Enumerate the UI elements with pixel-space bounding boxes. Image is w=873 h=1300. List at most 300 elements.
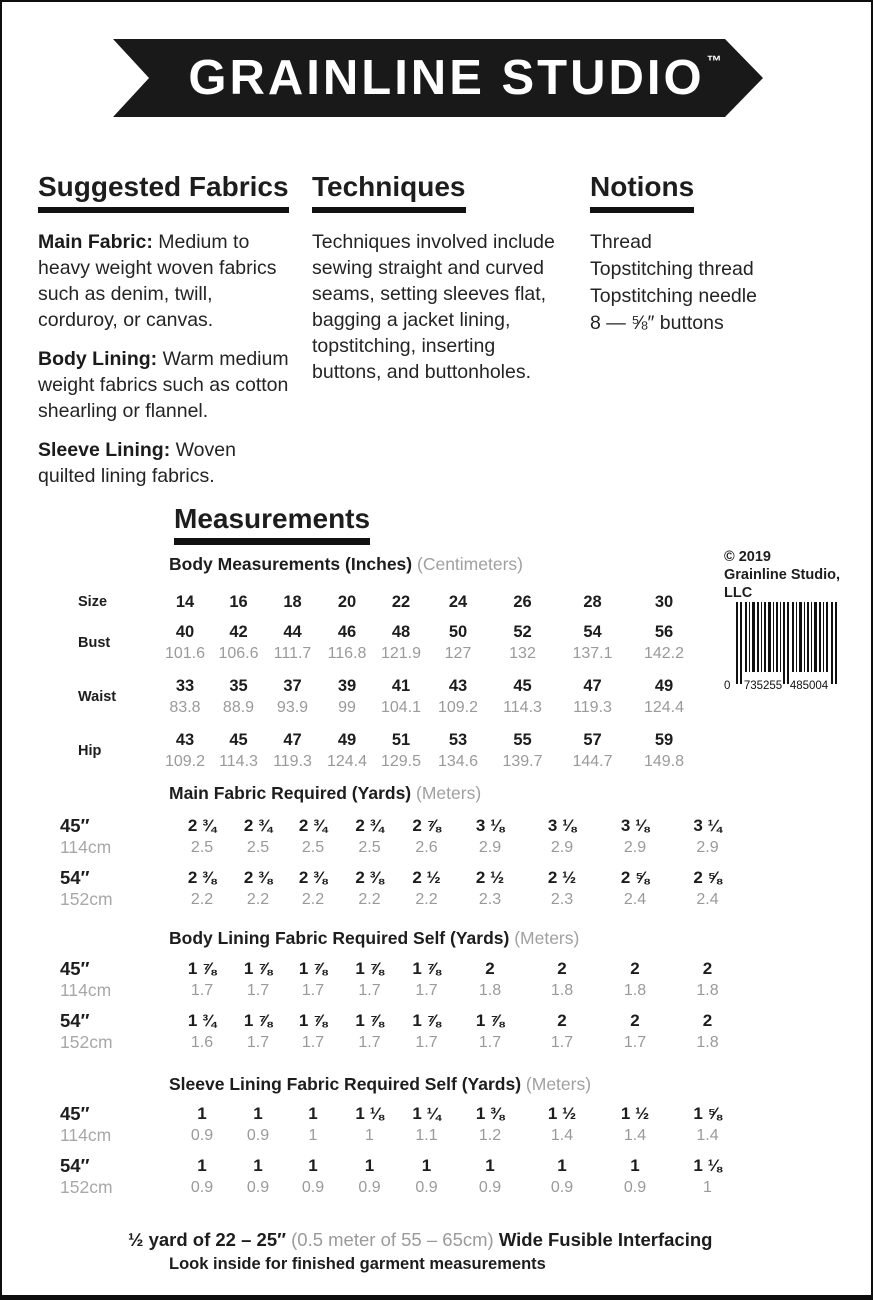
yards-value: 1 [197, 1104, 207, 1123]
inches-value: 50 [448, 623, 468, 641]
meters-value: 1 [308, 1127, 318, 1144]
meters-value: 1 [703, 1179, 712, 1196]
meters-value: 2.6 [415, 839, 438, 856]
width-cm: 152cm [60, 889, 113, 909]
cm-value: 104.1 [380, 699, 422, 716]
cm-value: 127 [444, 645, 472, 662]
meters-value: 2.5 [301, 839, 325, 856]
suggested-fabrics-section [38, 172, 294, 502]
fabric-cell [525, 815, 599, 858]
inches-value: 45 [229, 731, 248, 749]
meters-value: 1.4 [550, 1127, 574, 1144]
fabric-cell [455, 1010, 525, 1053]
meters-value: 0.9 [550, 1179, 574, 1196]
yards-value: 2 [630, 1011, 640, 1030]
yards-value: 2 ¾ [355, 816, 384, 835]
cm-value: 109.2 [164, 753, 206, 770]
fabric-cell [231, 1103, 285, 1146]
techniques-heading: Techniques [312, 172, 466, 213]
yards-value: 2 [557, 1011, 567, 1030]
yards-value: 3 ¼ [693, 816, 722, 835]
yards-value: 2 ¾ [243, 816, 273, 835]
cm-value: 144.7 [572, 753, 613, 770]
inches-value: 39 [337, 677, 357, 695]
measurement-cell [428, 730, 488, 772]
fabric-cell [285, 1010, 341, 1053]
measurement-cell [628, 730, 700, 772]
yards-value: 1 [630, 1156, 640, 1175]
size-value: 22 [391, 593, 411, 611]
meters-value: 0.9 [358, 1179, 381, 1196]
fabric-cell [671, 867, 744, 910]
measurement-cell [265, 676, 320, 718]
meters-value: 1.7 [358, 982, 381, 999]
heading-inches: Body Measurements (Inches) [169, 554, 413, 574]
barcode-prefix-digit: 0 [724, 680, 731, 692]
fabric-cell [341, 1155, 398, 1198]
measurement-cell [428, 676, 488, 718]
width-cm: 114cm [60, 837, 112, 857]
fabric-cell [398, 958, 455, 1001]
meters-value: 1.8 [478, 982, 502, 999]
yards-value: 2 ½ [412, 868, 441, 887]
suggested-fabrics-heading: Suggested Fabrics [38, 172, 289, 213]
measurements-title: Measurements [174, 504, 370, 545]
body-measurements-table [42, 622, 700, 784]
inches-value: 54 [583, 623, 602, 641]
fabric-cell [525, 1155, 599, 1198]
suggested-fabrics-body [38, 229, 294, 489]
fabric-paragraph-text: Medium to heavy weight woven fabrics such as denim, twill, corduroy, or canvas. [38, 231, 277, 332]
inches-value: 33 [175, 677, 195, 695]
interfacing-type: Wide Fusible Interfacing [498, 1229, 713, 1250]
yards-value: 1 ⅛ [693, 1156, 722, 1175]
inches-value: 53 [448, 731, 468, 749]
size-value: 30 [654, 593, 674, 611]
meters-value: 2.9 [696, 839, 719, 856]
width-inches: 45″ [60, 1103, 90, 1124]
yards-value: 1 ⅞ [475, 1011, 505, 1030]
meters-value: 0.9 [190, 1179, 214, 1196]
fabric-cell [599, 1155, 671, 1198]
brand-banner [113, 39, 763, 117]
heading-yards: Main Fabric Required (Yards) [169, 783, 412, 803]
fabric-cell [398, 867, 455, 910]
measurement-cell [212, 622, 265, 664]
meters-value: 2.2 [358, 891, 381, 908]
fabric-paragraph-label: Main Fabric: [38, 231, 159, 254]
inches-value: 42 [229, 623, 248, 641]
body-measurements-heading [169, 554, 523, 575]
fabric-cell [599, 1010, 671, 1053]
look-inside-note: Look inside for finished garment measurements [169, 1255, 546, 1273]
meters-value: 0.9 [246, 1127, 270, 1144]
yards-value: 2 ¾ [187, 816, 217, 835]
yards-value: 2 ⅝ [693, 868, 722, 887]
heading-yards: Sleeve Lining Fabric Required Self (Yards) [169, 1074, 522, 1094]
meters-value: 1.1 [415, 1127, 438, 1144]
interfacing-note [128, 1229, 712, 1251]
yards-value: 2 ⅝ [620, 868, 650, 887]
cm-value: 149.8 [643, 753, 685, 770]
meters-value: 0.9 [415, 1179, 438, 1196]
meters-value: 2.5 [190, 839, 214, 856]
fabric-cell [341, 958, 398, 1001]
meters-value: 1.4 [696, 1127, 719, 1144]
fabric-cell [341, 867, 398, 910]
heading-meters: (Meters) [416, 783, 482, 803]
yards-value: 2 ½ [547, 868, 577, 887]
meters-value: 2.5 [358, 839, 381, 856]
fabric-cell [455, 958, 525, 1001]
measurement-cell [265, 730, 320, 772]
yards-value: 1 [364, 1156, 375, 1175]
fabric-row [42, 958, 744, 1001]
size-value: 26 [513, 593, 532, 611]
yards-value: 1 ¼ [412, 1104, 441, 1123]
meters-value: 2.9 [623, 839, 647, 856]
measurement-row-label: Hip [78, 743, 102, 759]
fabric-cell [173, 815, 231, 858]
measurement-cell [557, 622, 628, 664]
yards-value: 1 ⅞ [412, 1011, 441, 1030]
yards-value: 2 ⅞ [412, 816, 441, 835]
fabric-paragraph-text: Warm medium weight fabrics such as cotton shearling or flannel. [38, 348, 289, 423]
meters-value: 1.8 [550, 982, 574, 999]
yards-value: 1 ½ [547, 1104, 577, 1123]
size-value: 24 [448, 593, 468, 611]
fabric-cell [285, 958, 341, 1001]
notion-item: Thread [590, 231, 652, 254]
inches-value: 45 [513, 677, 532, 695]
fabric-cell [525, 867, 599, 910]
main-fabric-table [42, 815, 744, 919]
inches-value: 47 [283, 731, 302, 749]
cm-value: 101.6 [164, 645, 206, 662]
fabric-cell [285, 867, 341, 910]
measurement-cell [428, 622, 488, 664]
fabric-cell [231, 815, 285, 858]
notion-item: Topstitching needle [590, 285, 757, 308]
barcode-right-digits: 485004 [789, 680, 829, 692]
width-cm: 114cm [60, 1125, 112, 1145]
meters-value: 1.7 [301, 1034, 325, 1051]
fabric-paragraph [38, 229, 294, 333]
fabric-paragraph-label: Body Lining: [38, 348, 163, 371]
meters-value: 2.5 [246, 839, 270, 856]
fabric-cell [231, 1155, 285, 1198]
meters-value: 1.2 [478, 1127, 502, 1144]
meters-value: 0.9 [301, 1179, 325, 1196]
inches-value: 49 [337, 731, 357, 749]
inches-value: 43 [175, 731, 195, 749]
fabric-cell [398, 1155, 455, 1198]
brand-logo [113, 39, 763, 117]
yards-value: 1 ⅞ [187, 959, 217, 978]
measurement-cell [488, 622, 557, 664]
yards-value: 1 ¾ [187, 1011, 217, 1030]
measurement-cell [320, 622, 374, 664]
cm-value: 116.8 [327, 645, 367, 662]
notion-item: 8 — ⅝″ buttons [590, 312, 724, 335]
fabric-row [42, 1010, 744, 1053]
yards-value: 1 [253, 1104, 263, 1123]
yards-value: 1 ⅞ [355, 959, 384, 978]
inches-value: 59 [654, 731, 674, 749]
cm-value: 114.3 [503, 699, 542, 716]
cm-value: 109.2 [437, 699, 479, 716]
fabric-cell [599, 1103, 671, 1146]
fabric-cell [671, 958, 744, 1001]
fabric-cell [671, 815, 744, 858]
yards-value: 2 [557, 959, 567, 978]
inches-value: 49 [654, 677, 674, 695]
fabric-cell [341, 1103, 398, 1146]
measurement-cell [488, 676, 557, 718]
width-inches: 54″ [60, 1010, 90, 1031]
inches-value: 44 [283, 623, 302, 641]
meters-value: 1 [365, 1127, 374, 1144]
meters-value: 1.7 [623, 1034, 647, 1051]
measurement-cell [320, 730, 374, 772]
fabric-cell [341, 815, 398, 858]
cm-value: 121.9 [380, 645, 422, 662]
cm-value: 114.3 [219, 753, 258, 770]
fabric-cell [231, 867, 285, 910]
measurement-cell [628, 676, 700, 718]
fabric-cell [599, 815, 671, 858]
heading-yards: Body Lining Fabric Required Self (Yards) [169, 928, 510, 948]
width-cm: 152cm [60, 1177, 113, 1197]
fabric-width-label [42, 958, 173, 1001]
inches-value: 35 [229, 677, 248, 695]
yards-value: 3 ⅛ [547, 816, 577, 835]
heading-centimeters: (Centimeters) [417, 554, 523, 574]
fabric-row [42, 867, 744, 910]
meters-value: 1.4 [623, 1127, 647, 1144]
body-lining-heading [169, 928, 579, 949]
yards-value: 2 ⅜ [355, 868, 384, 887]
measurement-cell [265, 622, 320, 664]
meters-value: 2.3 [478, 891, 502, 908]
fabric-paragraph [38, 437, 294, 489]
yards-value: 2 [630, 959, 640, 978]
yards-value: 1 ⅞ [298, 1011, 328, 1030]
fabric-cell [455, 867, 525, 910]
fabric-cell [525, 1103, 599, 1146]
fabric-row [42, 1155, 744, 1198]
notion-item: Topstitching thread [590, 258, 754, 281]
measurement-cell [374, 730, 428, 772]
measurement-row-label: Waist [78, 689, 117, 705]
inches-value: 46 [337, 623, 357, 641]
fabric-cell [173, 958, 231, 1001]
meters-value: 0.9 [246, 1179, 270, 1196]
measurement-cell [374, 622, 428, 664]
yards-value: 2 ½ [475, 868, 505, 887]
cm-value: 83.8 [169, 699, 201, 716]
fabric-cell [525, 958, 599, 1001]
measurement-row-label: Bust [78, 635, 111, 651]
heading-meters: (Meters) [525, 1074, 592, 1094]
fabric-width-label [42, 1010, 173, 1053]
sleeve-lining-table [42, 1103, 744, 1207]
meters-value: 1.7 [550, 1034, 574, 1051]
measurement-cell [158, 730, 212, 772]
meters-value: 1.7 [478, 1034, 502, 1051]
notions-heading: Notions [590, 172, 694, 213]
cm-value: 137.1 [572, 645, 613, 662]
inches-value: 56 [654, 623, 674, 641]
measurement-cell [557, 730, 628, 772]
inches-value: 51 [391, 731, 411, 749]
measurement-cell [212, 730, 265, 772]
width-inches: 54″ [60, 867, 90, 888]
barcode-left-digits: 735255 [743, 680, 783, 692]
fabric-cell [455, 1103, 525, 1146]
fabric-row [42, 1103, 744, 1146]
meters-value: 1.7 [415, 1034, 438, 1051]
measurement-cell [374, 676, 428, 718]
cm-value: 134.6 [437, 753, 479, 770]
inches-value: 40 [175, 623, 195, 641]
fabric-cell [398, 1103, 455, 1146]
size-value: 20 [337, 593, 357, 611]
inches-value: 41 [391, 677, 411, 695]
fabric-cell [173, 1155, 231, 1198]
measurement-cell [212, 676, 265, 718]
notions-list [590, 229, 834, 337]
meters-value: 1.8 [696, 982, 719, 999]
fabric-cell [173, 1010, 231, 1053]
width-inches: 45″ [60, 958, 90, 979]
yards-value: 1 [308, 1104, 318, 1123]
cm-value: 132 [509, 645, 536, 662]
body-measurement-row [42, 622, 700, 664]
yards-value: 1 ⅞ [243, 1011, 273, 1030]
fabric-cell [599, 867, 671, 910]
fabric-cell [398, 815, 455, 858]
size-row [42, 591, 700, 613]
fabric-cell [599, 958, 671, 1001]
fabric-cell [173, 1103, 231, 1146]
inches-value: 57 [583, 731, 602, 749]
inches-value: 55 [513, 731, 532, 749]
fabric-paragraph-text: Woven quilted lining fabrics. [38, 439, 236, 488]
body-measurement-row [42, 730, 700, 772]
yards-value: 1 ⅞ [412, 959, 441, 978]
meters-value: 1.7 [358, 1034, 381, 1051]
meters-value: 1.7 [301, 982, 325, 999]
cm-value: 99 [338, 699, 356, 716]
yards-value: 1 [253, 1156, 263, 1175]
width-cm: 152cm [60, 1032, 113, 1052]
inches-value: 48 [391, 623, 411, 641]
yards-value: 1 ⅞ [355, 1011, 384, 1030]
yards-value: 1 [308, 1156, 318, 1175]
measurement-cell [158, 622, 212, 664]
body-lining-table [42, 958, 744, 1062]
notions-section [590, 172, 834, 337]
yards-value: 1 [485, 1156, 495, 1175]
yards-value: 2 [485, 959, 495, 978]
size-value: 18 [283, 593, 302, 611]
yards-value: 1 ⅜ [475, 1104, 505, 1123]
meters-value: 2.9 [478, 839, 502, 856]
measurement-cell [628, 622, 700, 664]
measurement-cell [320, 676, 374, 718]
heading-meters: (Meters) [514, 928, 580, 948]
meters-value: 2.4 [696, 891, 719, 908]
fabric-row [42, 815, 744, 858]
meters-value: 2.2 [415, 891, 438, 908]
meters-value: 2.9 [550, 839, 574, 856]
yards-value: 1 ⅝ [693, 1104, 722, 1123]
measurement-cell [158, 676, 212, 718]
sleeve-lining-heading [169, 1074, 591, 1095]
cm-value: 93.9 [276, 699, 309, 716]
fabric-width-label [42, 867, 173, 910]
width-inches: 45″ [60, 815, 90, 836]
meters-value: 2.3 [550, 891, 574, 908]
width-cm: 114cm [60, 980, 112, 1000]
yards-value: 2 ⅜ [187, 868, 217, 887]
fabric-paragraph [38, 346, 294, 424]
meters-value: 1.7 [190, 982, 214, 999]
fabric-paragraph-label: Sleeve Lining: [38, 439, 176, 462]
inches-value: 43 [448, 677, 468, 695]
cm-value: 106.6 [218, 645, 259, 662]
fabric-cell [671, 1010, 744, 1053]
fabric-width-label [42, 1103, 173, 1146]
yards-value: 3 ⅛ [620, 816, 650, 835]
meters-value: 0.9 [478, 1179, 502, 1196]
meters-value: 1.8 [696, 1034, 719, 1051]
fabric-width-label [42, 815, 173, 858]
fabric-cell [285, 1155, 341, 1198]
yards-value: 2 [702, 1011, 713, 1030]
yards-value: 1 [197, 1156, 207, 1175]
fabric-width-label [42, 1155, 173, 1198]
upc-barcode [722, 602, 848, 699]
copyright-line: © 2019 [724, 549, 771, 565]
fabric-cell [671, 1155, 744, 1198]
fabric-cell [341, 1010, 398, 1053]
meters-value: 2.2 [246, 891, 270, 908]
measurement-cell [557, 676, 628, 718]
meters-value: 2.2 [301, 891, 325, 908]
copyright-line: Grainline Studio, [724, 567, 841, 583]
meters-value: 1.7 [246, 1034, 270, 1051]
brand-name: GRAINLINE STUDIO [188, 51, 705, 105]
fabric-cell [285, 1103, 341, 1146]
fabric-cell [285, 815, 341, 858]
meters-value: 1.7 [415, 982, 438, 999]
yards-value: 1 [557, 1156, 567, 1175]
yards-value: 2 ⅜ [243, 868, 273, 887]
yards-value: 3 ⅛ [475, 816, 505, 835]
copyright-line: LLC [724, 585, 753, 601]
interfacing-metric: (0.5 meter of 55 – 65cm) [291, 1229, 499, 1250]
meters-value: 2.2 [190, 891, 214, 908]
fabric-cell [455, 1155, 525, 1198]
meters-value: 1.8 [623, 982, 647, 999]
fabric-cell [173, 867, 231, 910]
meters-value: 1.6 [190, 1034, 214, 1051]
cm-value: 119.3 [573, 699, 612, 716]
cm-value: 142.2 [643, 645, 685, 662]
cm-value: 124.4 [326, 753, 368, 770]
